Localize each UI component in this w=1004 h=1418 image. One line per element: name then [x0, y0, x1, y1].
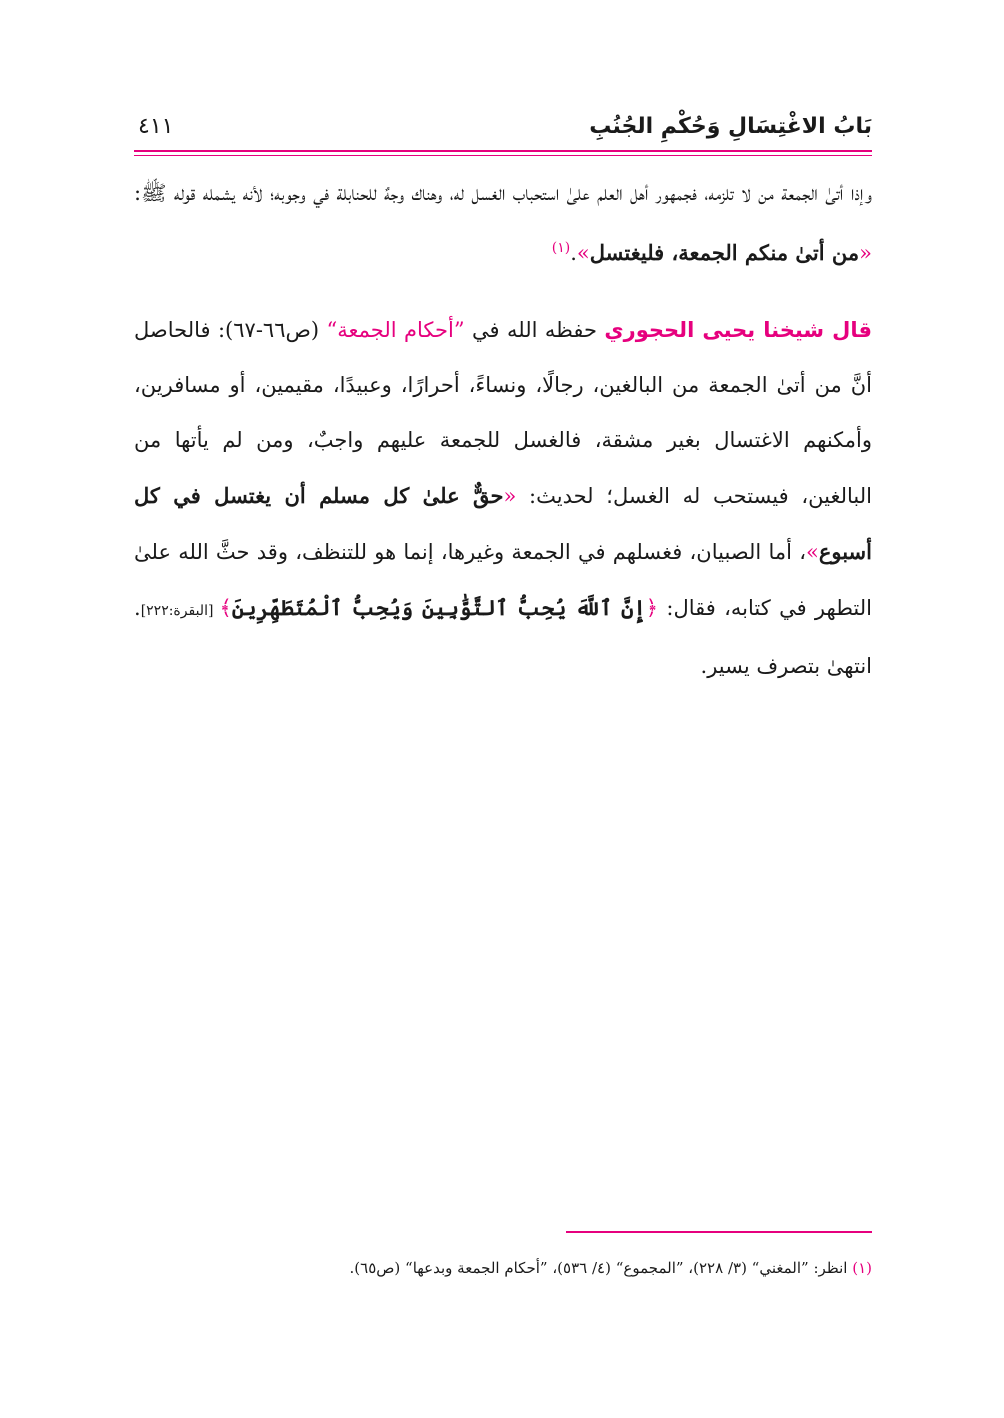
footnote-number: (١) [852, 1259, 872, 1277]
main-text [134, 166, 872, 694]
book-title: ”أحكام الجمعة“ [326, 318, 465, 342]
footnote [134, 1255, 872, 1281]
paragraph-2 [134, 303, 872, 694]
intro-text: حفظه الله في [464, 318, 605, 342]
page-header [134, 108, 872, 150]
footnote-separator [566, 1231, 872, 1233]
paragraph-1-line-2: وهناك وجهٌ للحنابلة في وجوبه؛ لأنه يشمله قوله ﷺ: [134, 181, 443, 205]
quote-ending: . انتهىٰ بتصرف يسير. [134, 596, 872, 678]
page-number: ٤١١ [138, 114, 174, 139]
footnote-reference: (١) [551, 240, 571, 256]
header-rule-thin [134, 155, 872, 156]
hadith-text: حقٌّ علىٰ كل مسلم أن يغتسل في كل أسبوع [134, 483, 872, 564]
quote-close-mark: » [576, 241, 590, 265]
hadith-open-mark: « [503, 484, 517, 508]
quote-text-1: فالحاصل أنَّ من أتىٰ الجمعة من البالغين، رجالًا، ونساءً، أحرارًا، وعبيدًا، مقيمين، أو مسافرين، وأمكنهم الاغتسال بغير مشقة، فالغسل للجمعة عليهم واجبٌ، ومن لم يأتها من البالغين، فيستحب له الغسل؛ لحديث: [134, 318, 872, 508]
hadith-quote: من أتىٰ منكم الجمعة، فليغتسل [589, 240, 860, 265]
paragraph-1-line-1: وإذا أتىٰ الجمعة من لا تلزمه، فجمهور أهل العلم علىٰ استحباب الغسل له، [449, 181, 872, 205]
hadith-close-mark: » [805, 540, 819, 564]
quote-open-mark: « [859, 241, 872, 265]
page-range: (ص٦٦-٦٧): [217, 318, 327, 342]
quran-verse: إِنَّ ٱللَّهَ يُحِبُّ ٱلتَّوَّٰبِينَ وَيُحِبُّ ٱلْمُتَطَهِّرِينَ [231, 595, 646, 620]
verse-open-bracket: ﴿ [645, 596, 659, 620]
speaker-name: قال شيخنا يحيى الحجوري [604, 318, 872, 342]
sentence-end: . [570, 241, 577, 265]
verse-close-bracket: ﴾ [219, 596, 232, 620]
verse-reference: [البقرة:٢٢٢] [140, 603, 220, 619]
header-rule-thick [134, 150, 872, 152]
paragraph-1 [134, 166, 872, 281]
footnote-text: انظر: ”المغني“ (٣/ ٢٢٨)، ”المجموع“ (٤/ ٥٣٦)، ”أحكام الجمعة وبدعها“ (ص٦٥). [349, 1259, 853, 1277]
chapter-title: بَابُ الاغْتِسَالِ وَحُكْمِ الجُنُبِ [589, 114, 872, 139]
quote-text-2: ، أما الصبيان، فغسلهم في الجمعة وغيرها، إنما هو للتنظف، وقد حثَّ الله علىٰ التطهر في كتابه، فقال: [134, 540, 872, 620]
